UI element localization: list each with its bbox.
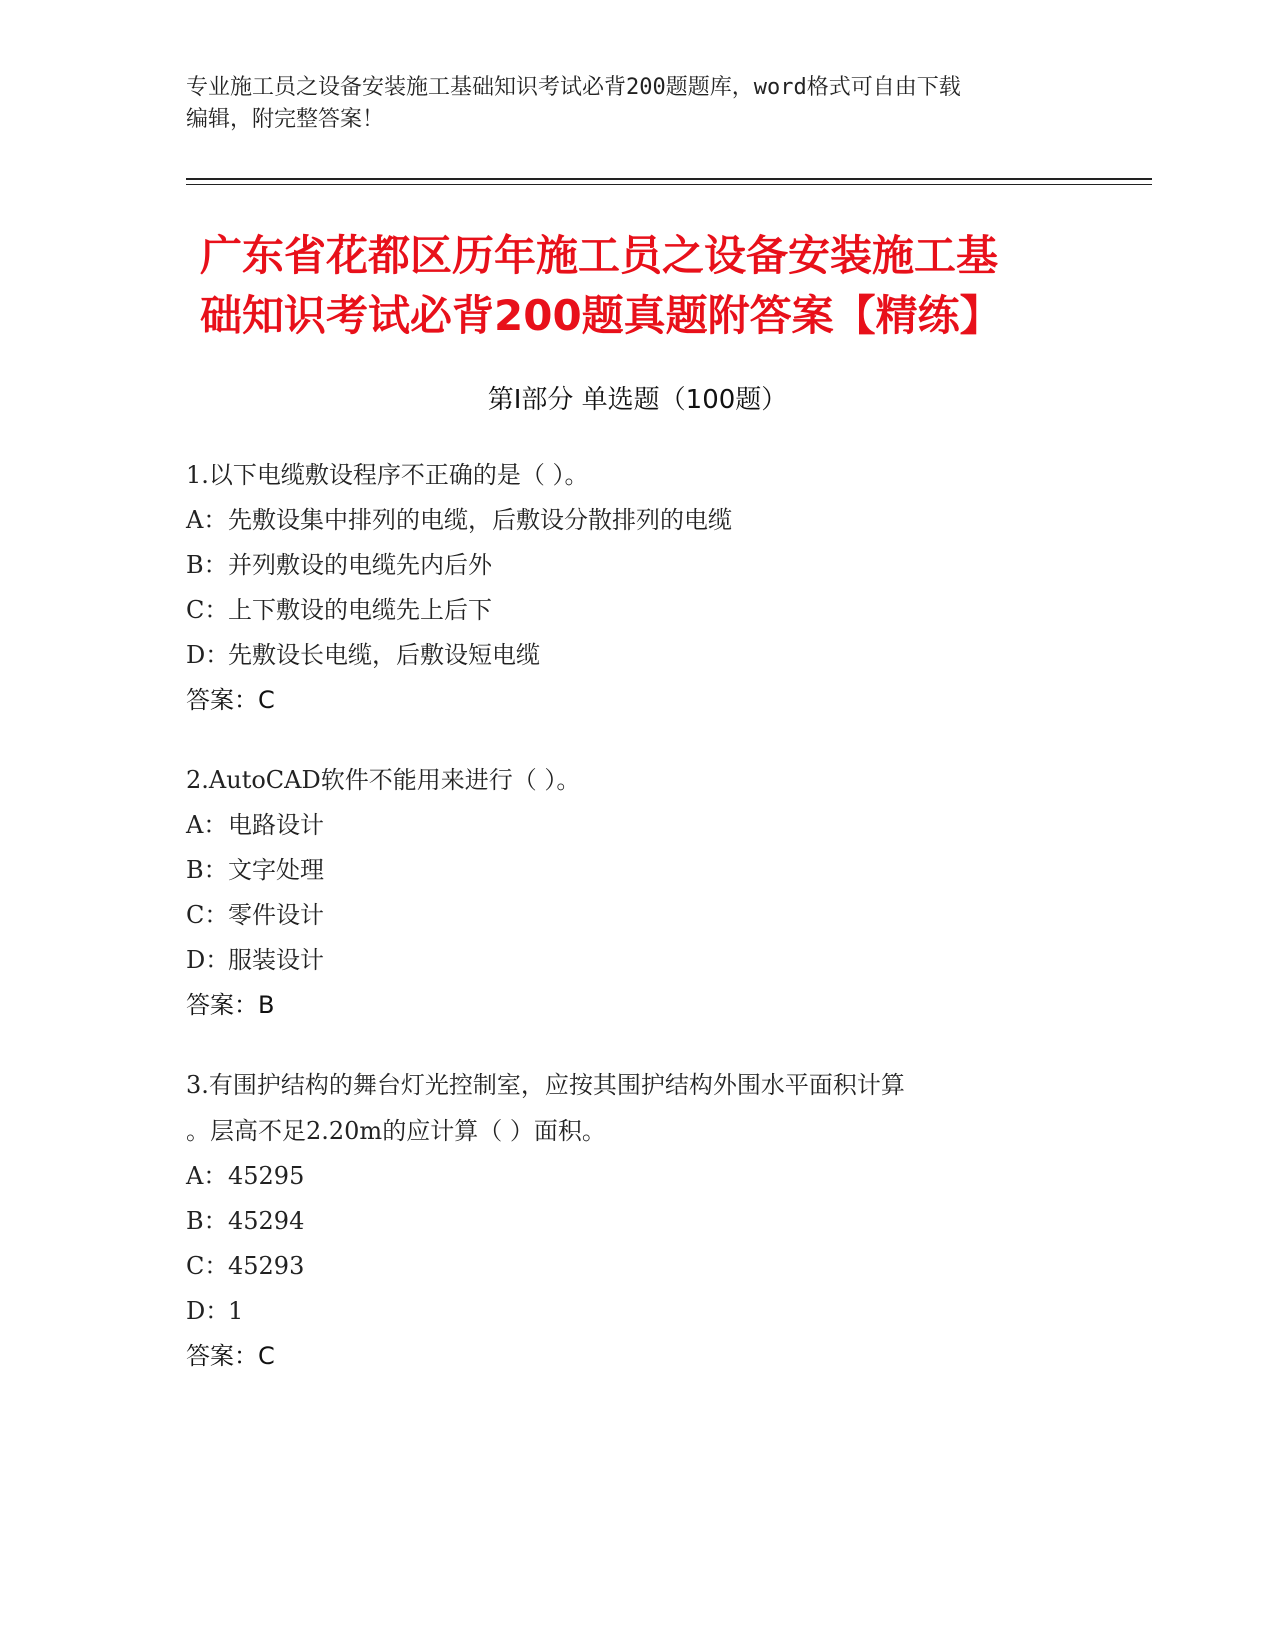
option-text: 先敷设长电缆，后敷设短电缆 [228,641,540,669]
option-letter: C： [186,596,229,624]
option-text: 1 [228,1297,244,1325]
option-letter: D： [186,641,230,669]
option-text: 45294 [228,1207,305,1235]
document-title-line-2: 础知识考试必背200题真题附答案【精练】 [200,291,1002,340]
option-c [186,1244,1086,1289]
answer-label: 答案： [186,991,258,1019]
option-text: 45293 [228,1252,305,1280]
question-1 [186,452,1086,723]
header-note-line-2: 编辑，附完整答案！ [186,107,385,132]
option-text: 45295 [228,1162,305,1190]
answer-line [186,678,1086,723]
option-d [186,1289,1086,1334]
answer-line [186,983,1086,1028]
question-stem: 1.以下电缆敷设程序不正确的是（ ）。 [186,461,589,489]
question-stem: 3.有围护结构的舞台灯光控制室，应按其围护结构外围水平面积计算 [186,1071,905,1099]
question-stem: 2.AutoCAD软件不能用来进行（ ）。 [186,766,581,794]
answer-line [186,1334,1086,1379]
question-2 [186,757,1086,1028]
option-d [186,938,1086,983]
option-letter: D： [186,1297,230,1325]
option-d [186,633,1086,678]
option-c [186,588,1086,633]
option-text: 并列敷设的电缆先内后外 [228,551,492,579]
option-a [186,498,1086,543]
option-text: 电路设计 [228,811,324,839]
document-title-line-1: 广东省花都区历年施工员之设备安装施工基 [200,231,999,280]
option-letter: C： [186,1252,229,1280]
option-text: 上下敷设的电缆先上后下 [228,596,492,624]
option-c [186,893,1086,938]
section-title: 第Ⅰ部分 单选题（100题） [487,385,788,415]
option-text: 服装设计 [228,946,324,974]
option-b [186,848,1086,893]
option-b [186,1199,1086,1244]
option-letter: B： [186,856,228,884]
header-divider-thin [186,184,1152,185]
answer-label: 答案： [186,1342,258,1370]
option-letter: A： [186,506,228,534]
option-letter: A： [186,1162,228,1190]
option-text: 文字处理 [228,856,324,884]
option-letter: D： [186,946,230,974]
option-letter: C： [186,901,229,929]
answer-label: 答案： [186,686,258,714]
option-letter: B： [186,551,228,579]
header-note-line-1: 专业施工员之设备安装施工基础知识考试必背200题题库，word格式可自由下载 [186,75,961,100]
option-text: 先敷设集中排列的电缆，后敷设分散排列的电缆 [228,506,732,534]
option-text: 零件设计 [228,901,324,929]
option-a [186,803,1086,848]
option-a [186,1154,1086,1199]
question-3 [186,1062,1086,1379]
answer-value: C [258,1342,275,1370]
option-letter: B： [186,1207,228,1235]
option-b [186,543,1086,588]
option-letter: A： [186,811,228,839]
document-title [200,226,1100,346]
answer-value: B [258,991,275,1019]
answer-value: C [258,686,275,714]
header-divider-thick [186,178,1152,180]
header-note [186,72,1086,136]
question-stem-continued: 。层高不足2.20m的应计算（ ）面积。 [186,1117,606,1145]
